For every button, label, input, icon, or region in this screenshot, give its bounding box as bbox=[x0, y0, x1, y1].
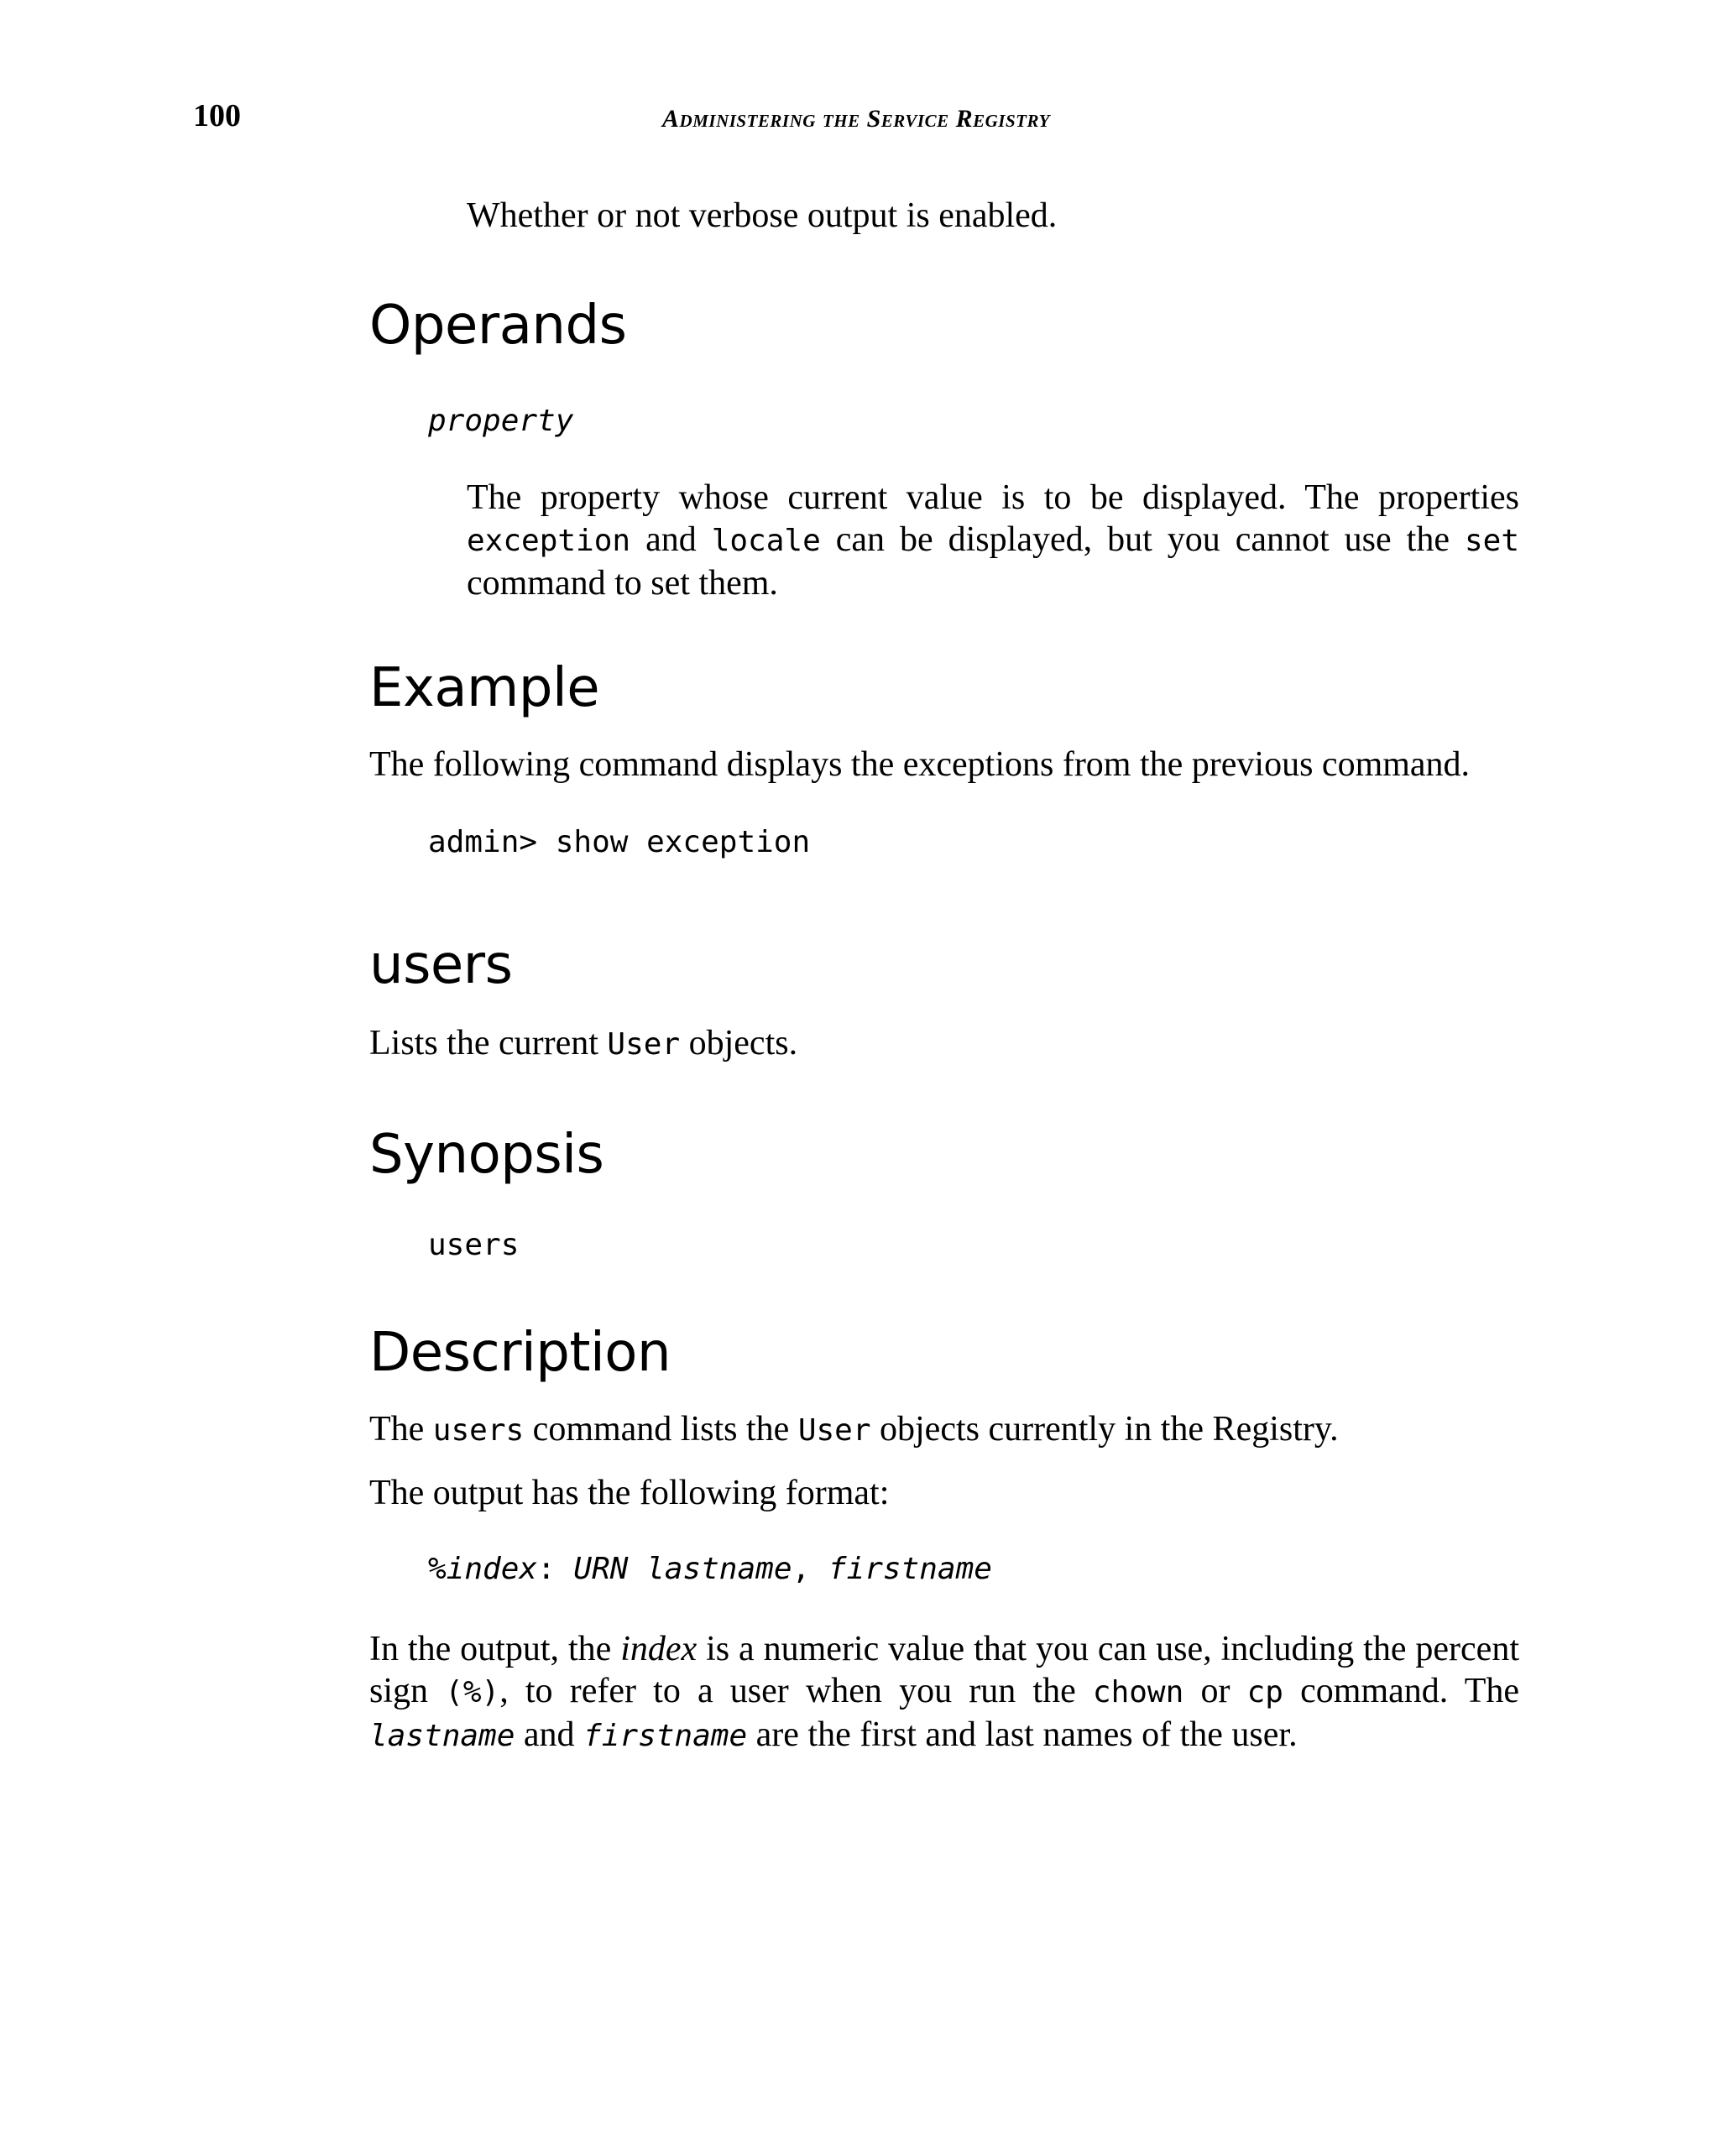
desc-p3-index: index bbox=[620, 1630, 698, 1668]
code-lastname: lastname bbox=[369, 1719, 515, 1753]
description-paragraph-1 bbox=[369, 1408, 1519, 1452]
operand-description bbox=[467, 477, 1519, 604]
desc-p3-c: , to refer to a user when you run the bbox=[499, 1672, 1093, 1710]
code-set: set bbox=[1464, 524, 1519, 558]
desc-p1-c: objects currently in the Registry. bbox=[870, 1410, 1339, 1449]
desc-p3-a: In the output, the bbox=[369, 1630, 621, 1668]
code-user: User bbox=[607, 1027, 681, 1062]
page-header bbox=[193, 94, 1519, 144]
code-firstname: firstname bbox=[583, 1719, 748, 1753]
code-exception: exception bbox=[467, 524, 631, 558]
code-chown: chown bbox=[1092, 1675, 1184, 1710]
desc-p3-line-3 bbox=[369, 1714, 1519, 1757]
code-user-2: User bbox=[797, 1413, 871, 1448]
desc-p1-a: The bbox=[369, 1410, 433, 1449]
code-cp: cp bbox=[1246, 1675, 1283, 1710]
synopsis-heading: Synopsis bbox=[369, 1124, 604, 1186]
description-heading: Description bbox=[369, 1322, 671, 1384]
example-heading: Example bbox=[369, 657, 600, 719]
format-index: %index bbox=[428, 1552, 538, 1586]
format-urn-lastname: URN lastname bbox=[573, 1552, 792, 1586]
example-paragraph: The following command displays the exceptions from the previous command. bbox=[369, 745, 1471, 784]
operand-desc-line-1: The property whose current value is to be displayed. The properties bbox=[467, 478, 1519, 517]
format-colon: : bbox=[537, 1552, 574, 1586]
text-and: and bbox=[630, 520, 712, 559]
operand-desc-mid: can be displayed, but you cannot use the bbox=[820, 520, 1465, 559]
code-users: users bbox=[432, 1413, 525, 1448]
desc-p3-line-1: In the output, the index is a numeric value that you can use, including the percent bbox=[369, 1630, 1519, 1668]
operand-term: property bbox=[428, 404, 574, 438]
desc-p3-g: are the first and last names of the user. bbox=[747, 1715, 1298, 1754]
operand-desc-line-2 bbox=[467, 519, 1519, 562]
users-text-1: Lists the current bbox=[369, 1024, 608, 1062]
users-heading: users bbox=[369, 934, 513, 996]
desc-p3-d: or bbox=[1183, 1672, 1247, 1710]
desc-p3-f: and bbox=[515, 1715, 584, 1754]
synopsis-code: users bbox=[428, 1228, 520, 1262]
running-head: Administering the Service Registry bbox=[662, 105, 1050, 133]
example-code: admin> show exception bbox=[428, 825, 811, 859]
operands-heading: Operands bbox=[369, 295, 627, 357]
format-comma: , bbox=[792, 1552, 828, 1586]
format-code bbox=[428, 1549, 1578, 1590]
desc-p3-e: command. The bbox=[1283, 1672, 1519, 1710]
operand-desc-line-3: command to set them. bbox=[467, 564, 778, 603]
users-paragraph bbox=[369, 1022, 1519, 1066]
format-firstname: firstname bbox=[828, 1552, 992, 1586]
desc-p3-line-2: sign (%), to refer to a user when you run the chown or cp command. The bbox=[369, 1672, 1519, 1710]
page-number: 100 bbox=[193, 98, 241, 133]
desc-p1-b: command lists the bbox=[524, 1410, 798, 1449]
code-percent: (%) bbox=[445, 1675, 500, 1710]
description-paragraph-2: The output has the following format: bbox=[369, 1474, 890, 1512]
intro-paragraph: Whether or not verbose output is enabled. bbox=[467, 196, 1058, 235]
description-paragraph-3 bbox=[369, 1628, 1519, 1757]
code-locale: locale bbox=[711, 524, 821, 558]
users-text-2: objects. bbox=[680, 1024, 798, 1062]
